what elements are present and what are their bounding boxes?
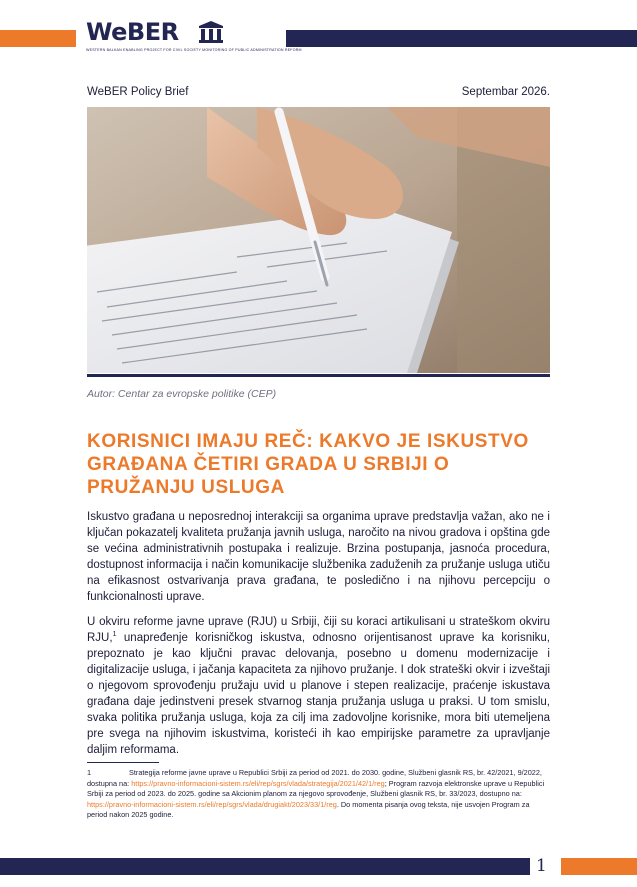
footnote-number: 1: [87, 768, 92, 777]
footnote-link-program[interactable]: https://pravno-informacioni-sistem.rs/eli/rep/sgrs/vlada/drugiakt/2023/33/1/reg: [87, 799, 337, 809]
paragraph-2: [87, 614, 550, 758]
weber-logo: [86, 18, 302, 58]
footnote-link-strategy[interactable]: https://pravno-informacioni-sistem.rs/eli/rep/sgrs/vlada/strategija/2021/42/1/reg: [131, 778, 385, 788]
footer-bar-navy: [0, 858, 530, 875]
paragraph-1: Iskustvo građana u neposrednoj interakciji sa organima uprave predstavlja važan, ako ne i ključan pokazatelj kvaliteta pružanja javnih usluga, naročito na nivou gradova i opština gde se većina administrativnih postupaka i realizuje. Brzina postupanja, jasnoća procedura, dostupnost informacija i način komunikacije službenika zaduženih za pružanje usluga utiču na efikasnost ostvarivanja prava građana, te posledično i na njihovu percepciju o funkcionalnosti uprave.: [87, 511, 550, 603]
page-number: 1: [536, 856, 547, 876]
paragraph-2-start: U okviru reforme javne uprave (RJU) u Srbiji, čiji su koraci artikulisani u strateškom okviru RJU,: [87, 616, 550, 644]
brief-label: WeBER Policy Brief: [87, 86, 189, 98]
cover-photo: [87, 107, 550, 373]
pillars-icon: [198, 21, 224, 43]
photo-underline: [87, 374, 550, 377]
footnote-text-c: . Do momenta pisanja ovog teksta, nije usvojen Program za period nakon 2025 godine.: [87, 799, 530, 820]
logo-tagline: WESTERN BALKAN ENABLING PROJECT FOR CIVIL SOCIETY MONITORING OF PUBLIC ADMINISTRATION REFORM: [86, 48, 302, 52]
page-title: KORISNICI IMAJU REČ: KAKVO JE ISKUSTVO GRAĐANA ČETIRI GRADA U SRBIJI O PRUŽANJU USLUGA: [87, 431, 529, 498]
brief-date: Septembar 2026.: [461, 86, 550, 98]
footnote-ref[interactable]: 1: [112, 631, 117, 639]
footnote-text-b: ; Program razvoja elektronske uprave u Republici Srbiji za period od 2023. do 2025. godine sa Akcionim planom za njegovo sprovođenje, Službeni glasnik RS, br. 33/2023, dostupno na:: [87, 778, 545, 799]
footer-bar-orange: [561, 858, 637, 875]
hand-writing-pen-photo: [87, 107, 550, 373]
author-line: Autor: Centar za evropske politike (CEP): [87, 388, 277, 400]
footnote-text-a: Strategija reforme javne uprave u Republici Srbiji za period od 2021. do 2030. godine, Službeni glasnik RS, br. 42/2021, 9/2022, dostupna na:: [87, 768, 542, 788]
footnote: [87, 768, 550, 821]
logo-text: WeBER: [86, 18, 179, 46]
header-bar-navy: [286, 30, 637, 47]
footnote-rule: [87, 762, 159, 763]
paragraph-2-rest: unapređenje korisničkog iskustva, odnosno orijentisanost uprave ka korisniku, prepoznato je kao ključni pravac delovanja, posebno u domenu modernizacije i digitalizacije usluga, i jačanja kapaciteta za njihovo pružanje. I dok strateški okvir i izveštaji o njegovom sprovođenju pružaju uvid u planove i stepen realizacije, praćenje iskustava građana daje jedinstveni presek stvarnog stanja pružanja usluga u praksi. U tom smislu, svaka politika pružanja usluga, koja za cilj ima zadovoljne korisnike, mora biti utemeljena pre svega na njihovim iskustvima, koristeći ih kao empirijske parametre za upravljanje daljim reformama.: [87, 632, 550, 756]
header-bar-orange: [0, 30, 76, 47]
